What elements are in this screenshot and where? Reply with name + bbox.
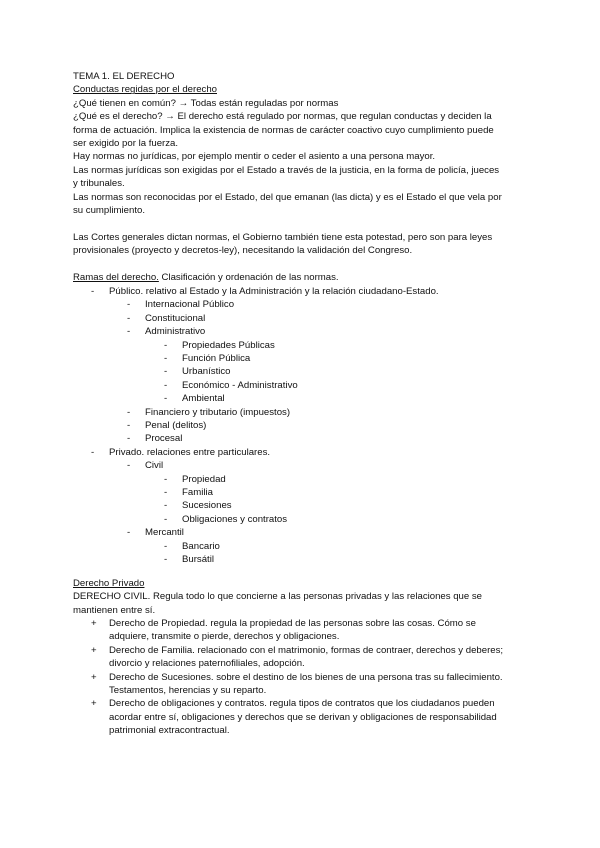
outline-item-level-2: Penal (delitos) (145, 420, 207, 431)
outline-item-level-2: Civil (145, 460, 164, 472)
bullet-text-line: adquiere, transmite o pierde, derechos y obligaciones. (109, 631, 340, 643)
outline-item-level-2: Mercantil (145, 527, 184, 539)
text-line: y tribunales. (73, 178, 125, 190)
text-line: Las normas jurídicas son exigidas por el Estado a través de la justicia, en la forma de policía, jueces (73, 164, 500, 176)
dash-bullet: - (164, 500, 168, 512)
dash-bullet: - (127, 433, 131, 445)
text-line: Las Cortes generales dictan normas, el Gobierno también tiene esta potestad, pero son para leyes (73, 232, 493, 243)
cortes-paragraph (73, 231, 525, 258)
bullet-text-line: Derecho de Propiedad. regula la propiedad de las personas sobre las cosas. Cómo se (109, 618, 476, 629)
dash-bullet: - (164, 339, 168, 351)
outline-item-level-1: Público. relativo al Estado y la Administración y la relación ciudadano-Estado. (109, 286, 439, 297)
outline-item-level-3: Obligaciones y contratos (182, 513, 288, 525)
outline-item-level-2: Financiero y tributario (impuestos) (145, 406, 291, 418)
bullet-text-line: Derecho de Sucesiones. sobre el destino de los bienes de una persona tras su fallecimiento. (109, 671, 503, 683)
ramas-heading: Ramas del derecho. (73, 272, 159, 283)
dash-bullet: - (164, 366, 168, 378)
bullet-text-line: Testamentos, herencias y su reparto. (109, 685, 267, 696)
bullet-text-line: patrimonial extracontractual. (109, 725, 230, 737)
dash-bullet: - (91, 446, 95, 458)
dash-bullet: - (164, 473, 168, 485)
dash-bullet: - (127, 406, 131, 418)
outline-item-level-3: Bancario (182, 540, 220, 552)
bullet-text-line: acordar entre sí, obligaciones y derechos que se derivan y obligaciones de responsabilidad (109, 711, 497, 723)
outline-item-level-3: Ambiental (182, 393, 225, 405)
dash-bullet: - (91, 286, 95, 297)
outline-item-level-3: Propiedades Públicas (182, 339, 275, 351)
outline-item-level-2: Internacional Público (145, 299, 235, 311)
text-line: ¿Qué es el derecho? → El derecho está regulado por normas, que regulan conductas y deciden la (73, 111, 492, 123)
dash-bullet: - (164, 554, 168, 565)
dash-bullet: - (127, 460, 131, 472)
ramas-heading-line (73, 271, 525, 284)
ramas-heading-rest: Clasificación y ordenación de las normas. (158, 272, 339, 283)
outline-item-level-1: Privado. relaciones entre particulares. (109, 446, 271, 458)
plus-bullet: + (91, 698, 97, 710)
outline-item-level-3: Urbanístico (182, 366, 231, 378)
plus-bullet: + (91, 671, 97, 683)
bullet-text-line: divorcio y relaciones paternofiliales, adopción. (109, 658, 305, 670)
dash-bullet: - (164, 393, 168, 405)
intro-section (73, 70, 525, 217)
text-line: su cumplimiento. (73, 205, 145, 217)
outline-item-level-3: Sucesiones (182, 500, 232, 512)
dash-bullet: - (164, 379, 168, 391)
plus-bullet: + (91, 644, 97, 656)
text-line: ¿Qué tienen en común? → Todas están reguladas por normas (73, 97, 339, 109)
text-line: mantienen entre sí. (73, 604, 156, 616)
section-heading: Conductas regidas por el derecho (73, 84, 217, 96)
outline-item-level-3: Económico - Administrativo (182, 379, 298, 391)
bullet-text-line: Derecho de obligaciones y contratos. regula tipos de contratos que los ciudadanos pueden (109, 698, 495, 710)
outline-item-level-2: Administrativo (145, 326, 206, 338)
outline-item-level-2: Constitucional (145, 312, 206, 324)
text-line: DERECHO CIVIL. Regula todo lo que concierne a las personas privadas y las relaciones que se (73, 591, 483, 603)
dash-bullet: - (127, 312, 131, 324)
outline-item-level-3: Función Pública (182, 353, 251, 364)
outline-item-level-3: Propiedad (182, 473, 226, 485)
dash-bullet: - (164, 513, 168, 525)
dash-bullet: - (164, 487, 168, 498)
outline-item-level-2: Procesal (145, 433, 183, 445)
dash-bullet: - (127, 299, 131, 311)
text-line: Las normas son reconocidas por el Estado, del que emanan (las dicta) y es el Estado el que vela por (73, 191, 502, 203)
text-line: Hay normas no jurídicas, por ejemplo mentir o ceder el asiento a una persona mayor. (73, 151, 436, 163)
dash-bullet: - (164, 540, 168, 552)
privado-section (73, 577, 525, 617)
outline-item-level-3: Bursátil (182, 554, 214, 565)
section-heading: Derecho Privado (73, 578, 145, 589)
dash-bullet: - (127, 527, 131, 539)
text-line: ser exigido por la fuerza. (73, 138, 179, 150)
dash-bullet: - (164, 353, 168, 364)
outline-item-level-3: Familia (182, 487, 213, 498)
text-line: forma de actuación. Implica la existencia de normas de carácter coactivo cuyo cumplimiento puede (73, 124, 494, 136)
dash-bullet: - (127, 420, 131, 431)
bullet-text-line: Derecho de Familia. relacionado con el matrimonio, formas de contraer, derechos y deberes; (109, 644, 504, 656)
text-line: provisionales (proyecto y decretos-ley), necesitando la validación del Congreso. (73, 245, 413, 257)
plus-bullet: + (91, 618, 97, 629)
dash-bullet: - (127, 326, 131, 338)
document-title: TEMA 1. EL DERECHO (73, 71, 175, 82)
